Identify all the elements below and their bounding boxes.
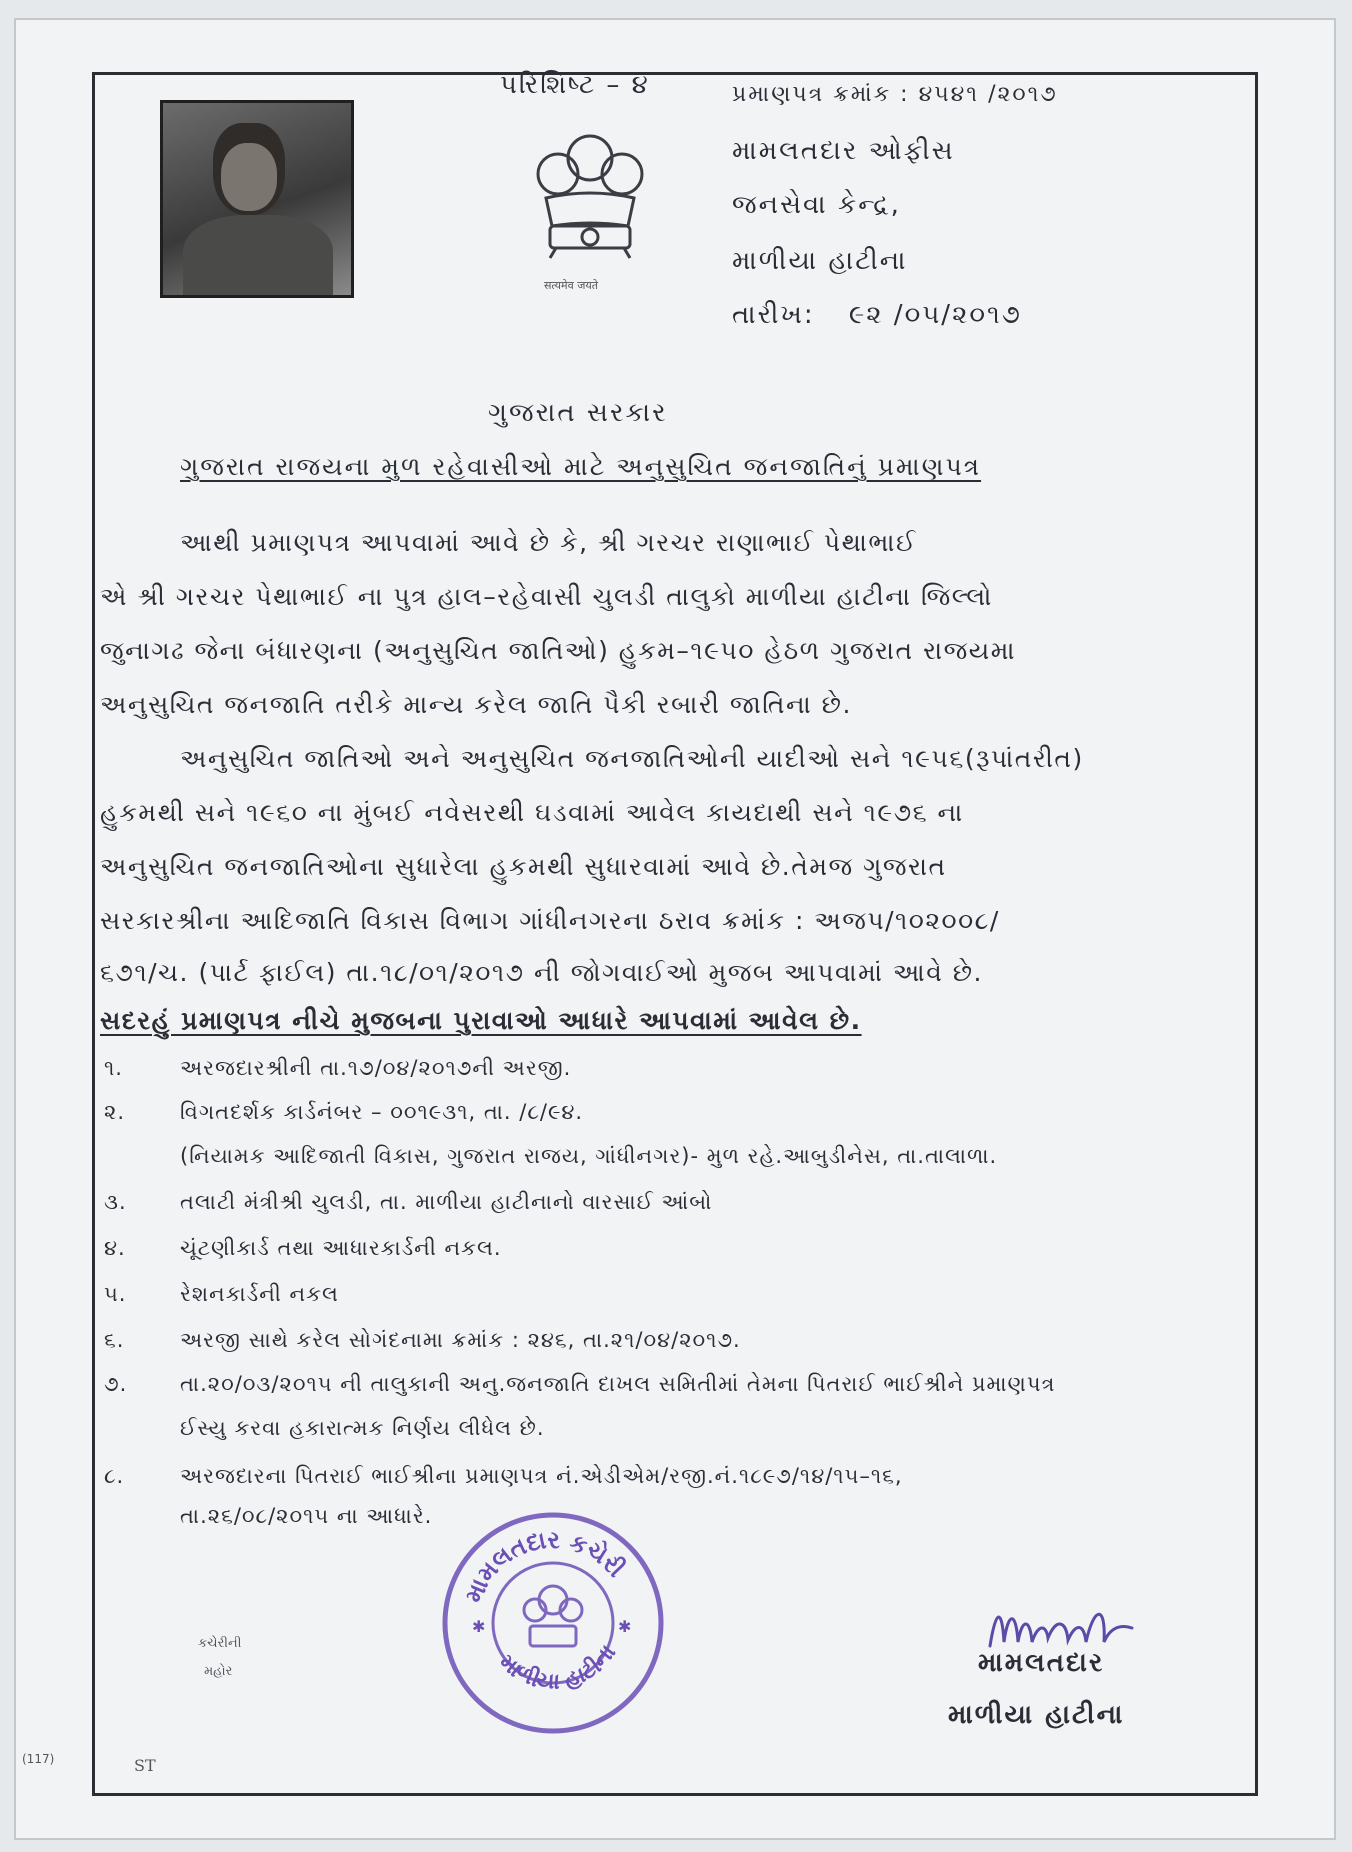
office-seal-label-1: કચેરીની: [198, 1636, 242, 1651]
evidence-heading: સદરહું પ્રમાણપત્ર નીચે મુજબના પુરાવાઓ આધારે આપવામાં આવેલ છે.: [100, 1006, 862, 1035]
seal-star-right-icon: ✱: [618, 1617, 632, 1636]
applicant-photo: [160, 100, 354, 298]
evidence-item-1: અરજદારશ્રીની તા.૧૭/૦૪/૨૦૧૭ની અરજી.: [180, 1056, 572, 1080]
annexure-label: પરિશિષ્ટ – ૪: [500, 70, 650, 100]
para2-line-4: સરકારશ્રીના આદિજાતિ વિકાસ વિભાગ ગાંધીનગરના ઠરાવ ક્રમાંક : અજપ/૧૦૨૦૦૮/: [100, 906, 1000, 935]
photo-shirt: [183, 215, 333, 298]
government-heading: ગુજરાત સરકાર: [488, 398, 668, 428]
certificate-number-label: પ્રમાણપત્ર ક્રમાંક :: [732, 82, 910, 107]
office-seal: [438, 1508, 668, 1738]
para1-line-4: અનુસુચિત જનજાતિ તરીકે માન્ય કરેલ જાતિ પૈકી રબારી જાતિના છે.: [100, 690, 852, 719]
seal-emblem-icon: [524, 1586, 582, 1646]
para2-line-2: હુકમથી સને ૧૯૬૦ ના મુંબઈ નવેસરથી ઘડવામાં આવેલ કાયદાથી સને ૧૯૭૬ ના: [100, 798, 964, 827]
para2-line-5: ૬૭૧/ચ. (પાર્ટ ફાઈલ) તા.૧૮/૦૧/૨૦૧૭ ની જોગવાઈઓ મુજબ આપવામાં આવે છે.: [100, 958, 983, 987]
evidence-num-7: ૭.: [104, 1372, 128, 1396]
issue-date-value: ૯૨ /૦૫/૨૦૧૭: [848, 300, 1022, 330]
evidence-item-5: રેશનકાર્ડની નકલ: [180, 1282, 339, 1306]
photo-face: [221, 143, 277, 211]
footer-code: ST: [134, 1756, 156, 1775]
evidence-num-3: ૩.: [104, 1190, 127, 1214]
evidence-item-7: તા.૨૦/૦૩/૨૦૧૫ ની તાલુકાની અનુ.જનજાતિ દાખલ સમિતીમાં તેમના પિતરાઈ ભાઈશ્રીને પ્રમાણપત્ર: [180, 1372, 1056, 1396]
form-number: (117): [22, 1752, 55, 1766]
evidence-item-8: અરજદારના પિતરાઈ ભાઈશ્રીના પ્રમાણપત્ર નં.એડીએમ/રજી.નં.૧૮૯૭/૧૪/૧૫–૧૬,: [180, 1464, 903, 1488]
evidence-item-6: અરજી સાથે કરેલ સોગંદનામા ક્રમાંક : ૨૪૬, તા.૨૧/૦૪/૨૦૧૭.: [180, 1328, 741, 1352]
evidence-num-4: ૪.: [104, 1236, 126, 1260]
signatory-place: માળીયા હાટીના: [948, 1700, 1125, 1730]
para2-line-3: અનુસુચિત જનજાતિઓના સુધારેલા હુકમથી સુધારવામાં આવે છે.તેમજ ગુજરાત: [100, 852, 947, 881]
para1-line-3: જુનાગઢ જેના બંધારણના (અનુસુચિત જાતિઓ) હુકમ–૧૯૫૦ હેઠળ ગુજરાત રાજયમા: [100, 636, 1017, 665]
evidence-num-5: ૫.: [104, 1282, 127, 1306]
certificate-number: [732, 82, 1058, 107]
evidence-item-2-cont: (નિયામક આદિજાતી વિકાસ, ગુજરાત રાજય, ગાંધીનગર)- મુળ રહે.આબુડીનેસ, તા.તાલાળા.: [180, 1144, 998, 1168]
issue-date: [732, 300, 1022, 331]
office-seal-label-2: મહોર: [204, 1664, 233, 1679]
office-place: માળીયા હાટીના: [732, 246, 908, 276]
signatory-designation: મામલતદાર: [978, 1648, 1105, 1678]
national-emblem-icon: [520, 128, 660, 278]
seal-star-left-icon: ✱: [472, 1617, 486, 1636]
evidence-item-3: તલાટી મંત્રીશ્રી ચુલડી, તા. માળીયા હાટીનાનો વારસાઈ આંબો: [180, 1190, 713, 1214]
evidence-num-1: ૧.: [104, 1056, 123, 1080]
para1-line-2: એ શ્રી ગરચર પેથાભાઈ ના પુત્ર હાલ–રહેવાસી ચુલડી તાલુકો માળીયા હાટીના જિલ્લો: [100, 582, 993, 611]
evidence-item-7-cont: ઈસ્યુ કરવા હકારાત્મક નિર્ણય લીધેલ છે.: [180, 1416, 545, 1440]
evidence-num-2: ૨.: [104, 1100, 126, 1124]
evidence-num-8: ૮.: [104, 1464, 125, 1488]
emblem-motto: सत्यमेव जयते: [544, 279, 599, 292]
evidence-item-4: ચૂંટણીકાર્ડ તથા આધારકાર્ડની નકલ.: [180, 1236, 502, 1260]
office-name: મામલતદાર ઓફીસ: [732, 136, 955, 166]
centre-name: જનસેવા કેન્દ્ર,: [732, 190, 901, 220]
issue-date-label: તારીખ:: [732, 300, 815, 330]
evidence-num-6: ૬.: [104, 1328, 125, 1352]
seal-bottom-text: માળીયા હાટીના: [494, 1640, 622, 1695]
para1-line-1: આથી પ્રમાણપત્ર આપવામાં આવે છે કે, શ્રી ગરચર રાણાભાઈ પેથાભાઈ: [180, 528, 917, 557]
para2-line-1: અનુસુચિત જાતિઓ અને અનુસુચિત જનજાતિઓની યાદીઓ સને ૧૯૫૬(રૂપાંતરીત): [180, 744, 1084, 773]
seal-top-text: મામલતદાર કચેરી: [459, 1525, 631, 1607]
evidence-item-2: વિગતદર્શક કાર્ડનંબર – ૦૦૧૯૩૧, તા. /૮/૯૪.: [180, 1100, 584, 1124]
certificate-title: ગુજરાત રાજયના મુળ રહેવાસીઓ માટે અનુસુચિત જનજાતિનું પ્રમાણપત્ર: [180, 452, 982, 481]
certificate-number-value: ૪૫૪૧ /૨૦૧૭: [918, 82, 1058, 107]
evidence-item-8-cont: તા.૨૬/૦૮/૨૦૧૫ ના આધારે.: [180, 1504, 433, 1528]
